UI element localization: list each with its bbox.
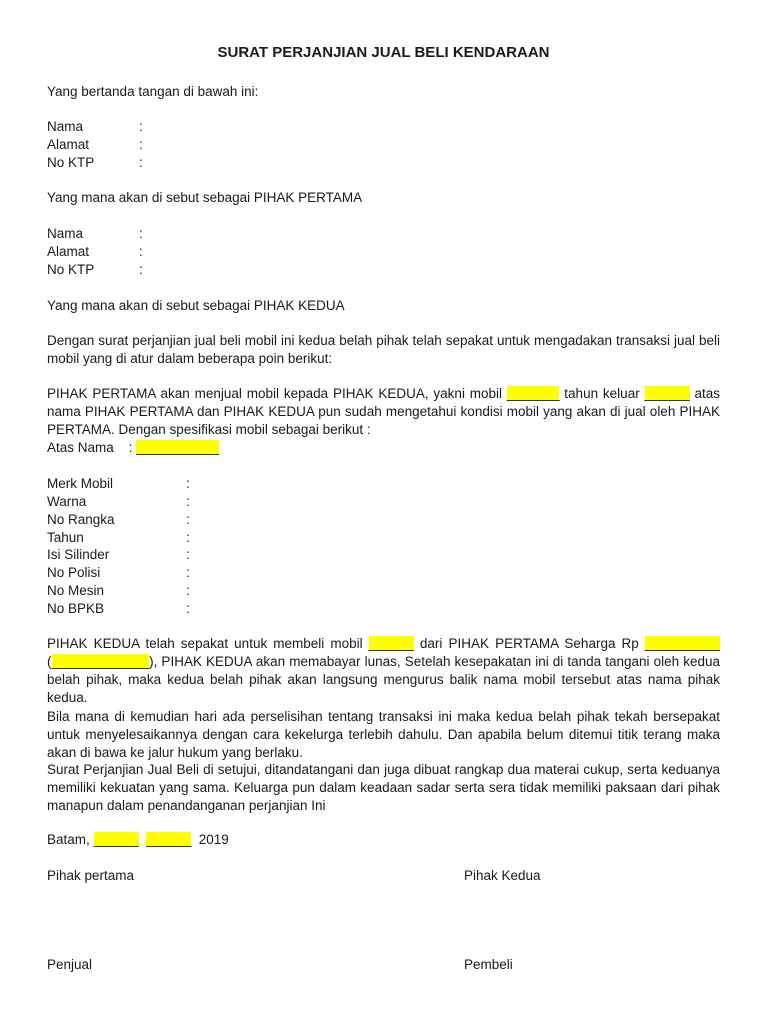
- paragraph-3-text-a: PIHAK KEDUA telah sepakat untuk membeli mobil: [47, 636, 369, 651]
- car-name-blank[interactable]: ______: [368, 636, 414, 651]
- spec-colon-bpkb: :: [186, 601, 190, 616]
- party2-field-alamat: Alamat: [47, 244, 90, 259]
- party2-field-noktp: No KTP: [47, 262, 95, 277]
- paragraph-2-text-a: PIHAK PERTAMA akan menjual mobil kepada PIHAK KEDUA, yakni mobil: [47, 386, 507, 401]
- spec-field-rangka: No Rangka: [47, 512, 115, 527]
- paragraph-1: Dengan surat perjanjian jual beli mobil ini kedua belah pihak telah sepakat untuk mengadakan transaksi jual beli mobil yang di atur dalam beberapa poin berikut:: [47, 333, 720, 366]
- atas-nama-label: Atas Nama: [47, 440, 114, 455]
- spec-field-bpkb: No BPKB: [47, 601, 105, 616]
- party2-colon-alamat: :: [139, 244, 143, 259]
- spec-field-silinder: Isi Silinder: [47, 547, 110, 562]
- spec-colon-polisi: :: [186, 565, 190, 580]
- date-city: Batam,: [47, 832, 94, 847]
- price-blank[interactable]: __________: [644, 636, 720, 651]
- party2-colon-nama: :: [139, 226, 143, 241]
- date-line: [47, 831, 229, 849]
- paragraph-3-text-b: dari PIHAK PERTAMA Seharga Rp: [413, 636, 645, 651]
- car-year-blank[interactable]: ______: [644, 386, 690, 401]
- signature-right-title: Pihak Kedua: [464, 868, 541, 883]
- paragraph-3: [47, 635, 720, 707]
- paragraph-2: [47, 385, 720, 439]
- signature-left-title: Pihak pertama: [47, 868, 135, 883]
- car-model-blank[interactable]: _______: [506, 386, 560, 401]
- date-day-blank[interactable]: ______: [93, 832, 139, 847]
- party1-field-nama: Nama: [47, 119, 84, 134]
- spec-colon-merk: :: [186, 476, 190, 491]
- paragraph-2-text-b: tahun keluar: [559, 386, 645, 401]
- intro-text: Yang bertanda tangan di bawah ini:: [47, 84, 259, 99]
- spec-colon-tahun: :: [186, 530, 190, 545]
- atas-nama-row: [47, 439, 219, 457]
- spec-field-polisi: No Polisi: [47, 565, 101, 580]
- party2-colon-noktp: :: [139, 262, 143, 277]
- paragraph-4: Bila mana di kemudian hari ada perselisihan tentang transaksi ini maka kedua belah pihak tekah bersepakat untuk menyelesaikannya dengan cara kekelurga terlebih dahulu. Dan apabila belum ditemui titik terang maka akan di bawa ke jalur hukum yang berlaku.: [47, 709, 720, 760]
- spec-colon-rangka: :: [186, 512, 190, 527]
- party2-label: Yang mana akan di sebut sebagai PIHAK KEDUA: [47, 298, 345, 313]
- spec-field-merk: Merk Mobil: [47, 476, 114, 491]
- date-month-blank[interactable]: ______: [146, 832, 192, 847]
- paragraph-2-text-c: atas nama PIHAK PERTAMA dan PIHAK KEDUA pun sudah mengetahui kondisi mobil yang akan di jual oleh PIHAK PERTAMA. Dengan spesifikasi mobil sebagai berikut :: [47, 386, 720, 437]
- signature-left-role: Penjual: [47, 957, 93, 972]
- paragraph-3-text-c: (: [47, 653, 52, 669]
- spec-colon-warna: :: [186, 494, 190, 509]
- atas-nama-blank[interactable]: ___________: [136, 440, 219, 455]
- party2-field-nama: Nama: [47, 226, 84, 241]
- party1-field-alamat: Alamat: [47, 137, 90, 152]
- spec-colon-mesin: :: [186, 583, 190, 598]
- signature-right-role: Pembeli: [464, 957, 513, 972]
- document-title: SURAT PERJANJIAN JUAL BELI KENDARAAN: [217, 44, 550, 61]
- party1-label: Yang mana akan di sebut sebagai PIHAK PERTAMA: [47, 190, 363, 205]
- party1-colon-nama: :: [139, 119, 143, 134]
- paragraph-5: Surat Perjanjian Jual Beli di setujui, ditandatangani dan juga dibuat rangkap dua materai cukup, serta keduanya memiliki kekuatan yang sama. Keluarga pun dalam keadaan sadar serta sera tidak memiliki paksaan dari pihak manapun dalam penandanganan perjanjian Ini: [47, 762, 720, 813]
- party1-colon-noktp: :: [139, 155, 143, 170]
- spec-field-tahun: Tahun: [47, 530, 84, 545]
- paragraph-3-text-d: ), PIHAK KEDUA akan memabayar lunas, Setelah kesepakatan ini di tanda tangani oleh kedua belah pihak, maka kedua belah pihak akan langsung mengurus balik nama mobil tersebut atas nama pihak kedua.: [47, 653, 720, 705]
- price-words-blank[interactable]: _____________: [51, 653, 150, 669]
- spec-colon-silinder: :: [186, 547, 190, 562]
- atas-nama-colon: :: [128, 440, 133, 455]
- date-year: 2019: [198, 832, 229, 847]
- party1-colon-alamat: :: [139, 137, 143, 152]
- spec-field-mesin: No Mesin: [47, 583, 105, 598]
- party1-field-noktp: No KTP: [47, 155, 95, 170]
- spec-field-warna: Warna: [47, 494, 87, 509]
